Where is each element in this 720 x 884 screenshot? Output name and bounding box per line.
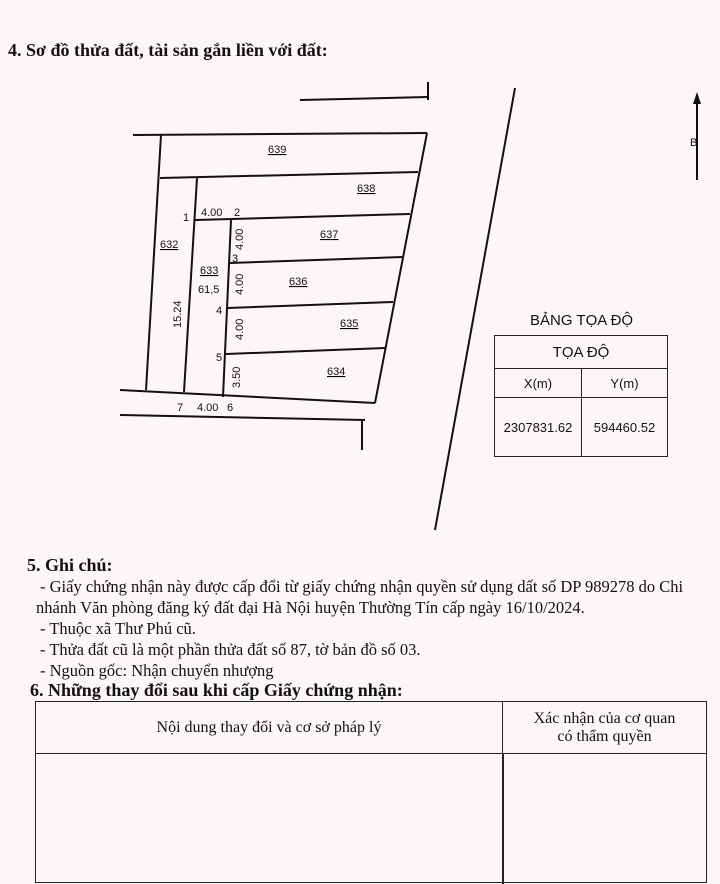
svg-text:4: 4 bbox=[216, 305, 223, 317]
y-value: 594460.52 bbox=[593, 419, 656, 435]
svg-text:6: 6 bbox=[227, 402, 234, 414]
svg-text:2: 2 bbox=[234, 207, 241, 219]
col-y: Y(m) bbox=[582, 369, 667, 398]
col-changes: Nội dung thay đổi và cơ sở pháp lý bbox=[36, 702, 503, 754]
svg-text:3: 3 bbox=[232, 253, 239, 265]
svg-text:4.00: 4.00 bbox=[197, 402, 219, 414]
x-value: 2307831.62 bbox=[495, 398, 582, 456]
parcel-636: 636 bbox=[289, 276, 308, 288]
col-x: X(m) bbox=[495, 369, 582, 398]
parcel-635: 635 bbox=[340, 318, 359, 330]
svg-text:4.00: 4.00 bbox=[234, 273, 246, 295]
parcel-637: 637 bbox=[320, 229, 339, 241]
svg-text:5: 5 bbox=[216, 352, 223, 364]
svg-text:4.00: 4.00 bbox=[234, 318, 246, 340]
section-4-title: 4. Sơ đồ thửa đất, tài sản gắn liền với đất: bbox=[8, 40, 328, 60]
changes-table bbox=[35, 701, 707, 883]
section-6-title: 6. Những thay đổi sau khi cấp Giấy chứng nhận: bbox=[30, 680, 403, 700]
svg-text:3.50: 3.50 bbox=[231, 366, 243, 388]
svg-text:4.00: 4.00 bbox=[201, 207, 223, 219]
coord-table-title: BẢNG TỌA ĐỘ bbox=[530, 312, 634, 329]
svg-text:15.24: 15.24 bbox=[172, 300, 184, 328]
parcel-634: 634 bbox=[327, 366, 346, 378]
coord-header: TỌA ĐỘ bbox=[495, 336, 667, 369]
parcel-638: 638 bbox=[357, 183, 376, 195]
svg-text:4.00: 4.00 bbox=[234, 228, 246, 250]
north-arrow-icon bbox=[693, 92, 701, 104]
parcel-633: 633 bbox=[200, 265, 219, 277]
parcel-639: 639 bbox=[268, 144, 287, 156]
parcel-632: 632 bbox=[160, 239, 179, 251]
col-confirmation: Xác nhận của cơ quan có thẩm quyền bbox=[503, 702, 706, 754]
parcel-area: 61,5 bbox=[198, 284, 220, 296]
svg-text:7: 7 bbox=[177, 402, 184, 414]
svg-text:1: 1 bbox=[183, 212, 190, 224]
north-label: B bbox=[690, 137, 698, 149]
coord-table bbox=[494, 335, 668, 457]
section-5-title: 5. Ghi chú: bbox=[27, 555, 113, 575]
notes: - Giấy chứng nhận này được cấp đổi từ giấy chứng nhận quyền sử dụng dất số DP 989278 do Chi nhánh Văn phòng đăng ký đất đại Hà Nội huyện Thường Tín cấp ngày 16/10/2024. - Thuộc xã Thư Phú cũ. - Thửa đất cũ là một phần thửa đất số 87, tờ bản đồ số 03. - Nguồn gốc: Nhận chuyển nhượng bbox=[36, 577, 684, 680]
